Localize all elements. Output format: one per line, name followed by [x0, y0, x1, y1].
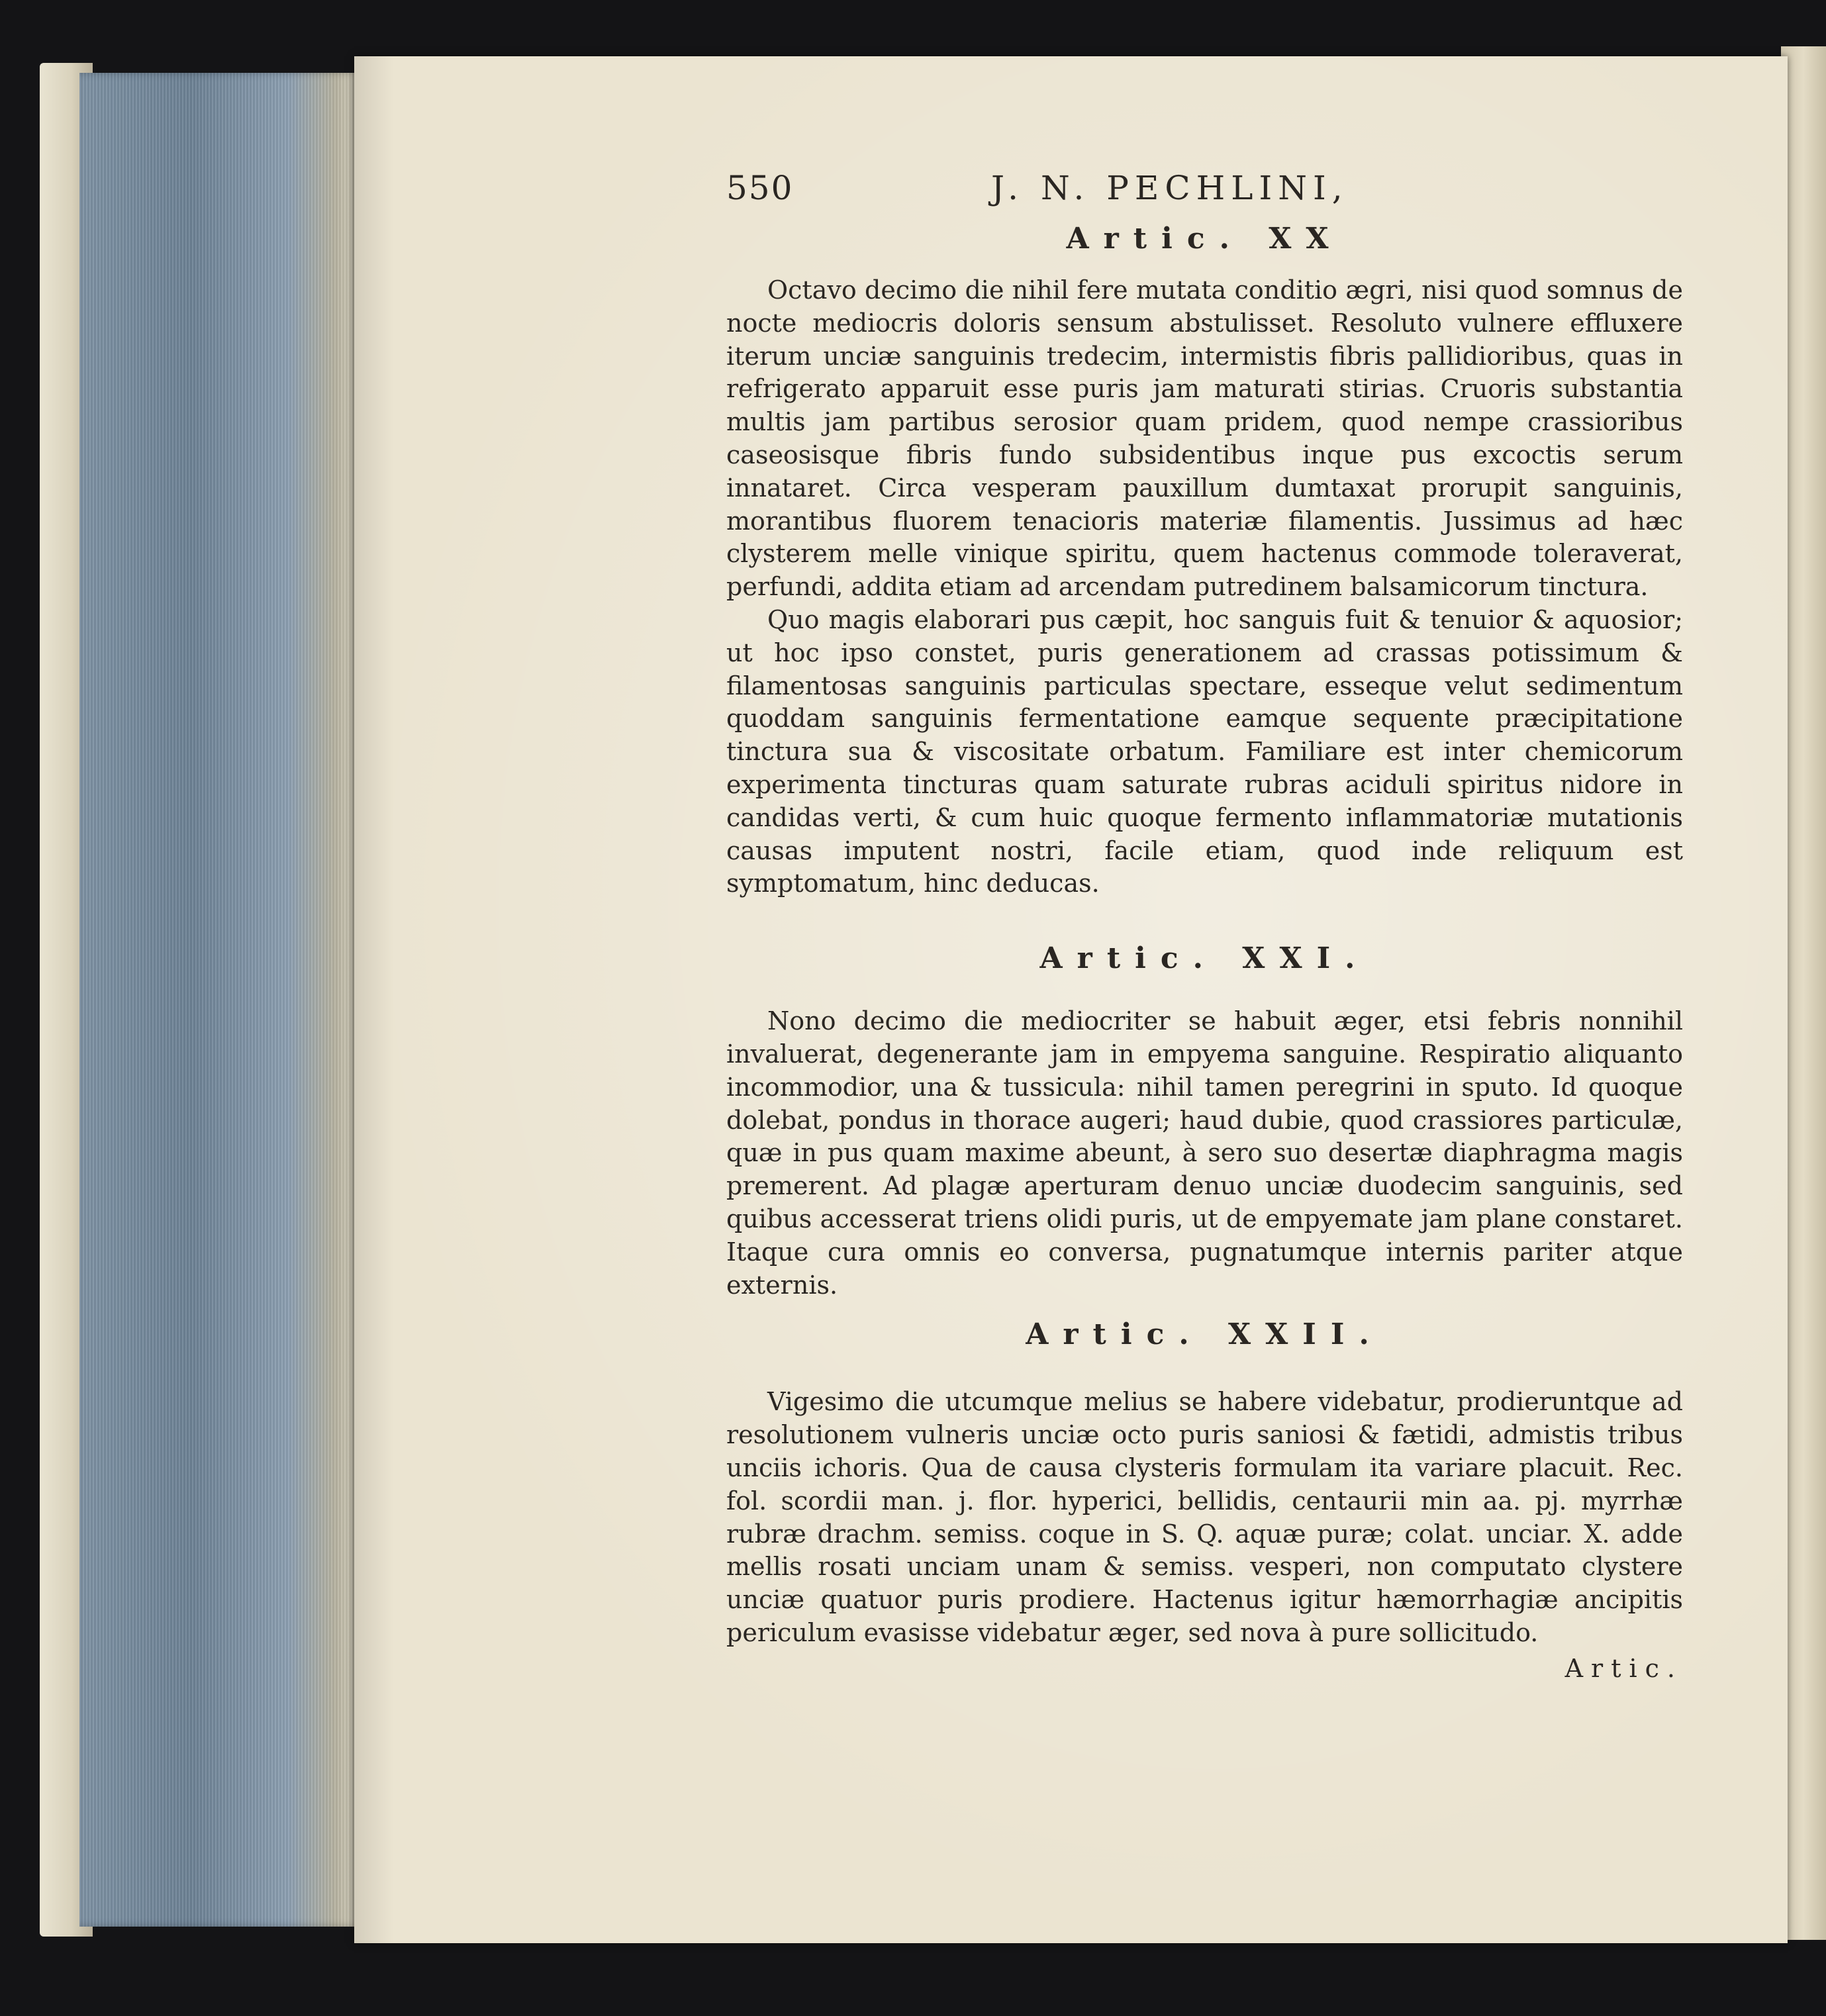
article-heading: Artic. XXI.: [1039, 941, 1370, 976]
article-heading: Artic. XXII.: [1026, 1318, 1384, 1352]
paragraph: Nono decimo die mediocriter se habuit æger, etsi febris nonnihil invaluerat, degenerante jam in empyema sanguine. Respiratio aliquanto incommodior, una & tussicula: nihil tamen peregrini in sputo. Id quoque dolebat, pondus in thorace augeri; haud dubie, quod crassiores particulæ, quæ in pus quam maxime abeunt, à sero suo desertæ diaphragma magis premerent. Ad plagæ aperturam denuo unciæ duodecim sanguinis, sed quibus accesserat triens olidi puris, ut de empyemate jam plane constaret. Itaque cura omnis eo conversa, pugnatumque internis pariter atque externis.: [726, 1006, 1683, 1300]
facing-page-edge: [1781, 46, 1826, 1940]
section-artic-xx: [726, 222, 1683, 900]
text-column: [726, 169, 1683, 1683]
section-artic-xxii: [726, 1318, 1683, 1649]
article-heading: Artic. XX: [1066, 222, 1343, 256]
paragraph: Vigesimo die utcumque melius se habere videbatur, prodieruntque ad resolutionem vulneris unciæ octo puris saniosi & fætidi, admistis tribus unciis ichoris. Qua de causa clysteris formulam ita variare placuit. Rec. fol. scordii man. j. flor. hyperici, bellidis, centaurii min aa. pj. myrrhæ rubræ drachm. semiss. coque in S. Q. aquæ puræ; colat. unciar. X. adde mellis rosati unciam unam & semiss. vesperi, non computato clystere unciæ quatuor puris prodiere. Hactenus igitur hæmorrhagiæ ancipitis periculum evasisse videbatur æger, sed nova à pure sollicitudo.: [726, 1387, 1683, 1647]
paragraph: Octavo decimo die nihil fere mutata conditio ægri, nisi quod somnus de nocte mediocris doloris sensum abstulisset. Resoluto vulnere effluxere iterum unciæ sanguinis tredecim, intermistis fibris pallidioribus, quas in refrigerato apparuit esse puris jam maturati stirias. Cruoris substantia multis jam partibus serosior quam pridem, quod nempe crassioribus caseosisque fibris fundo subsidentibus inque pus excoctis serum innataret. Circa vesperam pauxillum dumtaxat prorupit sanguinis, morantibus fluorem tenacioris materiæ filamentis. Jussimus ad hæc clysterem melle vinique spiritu, quem hactenus commode toleraverat, perfundi, addita etiam ad arcendam putredinem balsamicorum tinctura.: [726, 275, 1683, 602]
catchword: Artic.: [1564, 1653, 1683, 1683]
paragraph: Quo magis elaborari pus cæpit, hoc sanguis fuit & tenuior & aquosior; ut hoc ipso constet, puris generationem ad crassas potissimum & filamentosas sanguinis particulas spectare, esseque velut sedimentum quoddam sanguinis fermentatione eamque sequente præcipitatione tinctura sua & viscositate orbatum. Familiare est inter chemicorum experimenta tincturas quam saturate rubras aciduli spiritus nidore in candidas verti, & cum huic quoque fermento inflammatoriæ mutationis causas imputent nostri, facile etiam, quod inde reliquum est symptomatum, hinc deducas.: [726, 604, 1683, 898]
section-artic-xxi: [726, 941, 1683, 1302]
page-number: 550: [726, 169, 794, 207]
running-head: [726, 169, 1683, 222]
book-fore-edge: [79, 73, 358, 1927]
running-head-title: J. N. PECHLINI,: [991, 169, 1349, 207]
